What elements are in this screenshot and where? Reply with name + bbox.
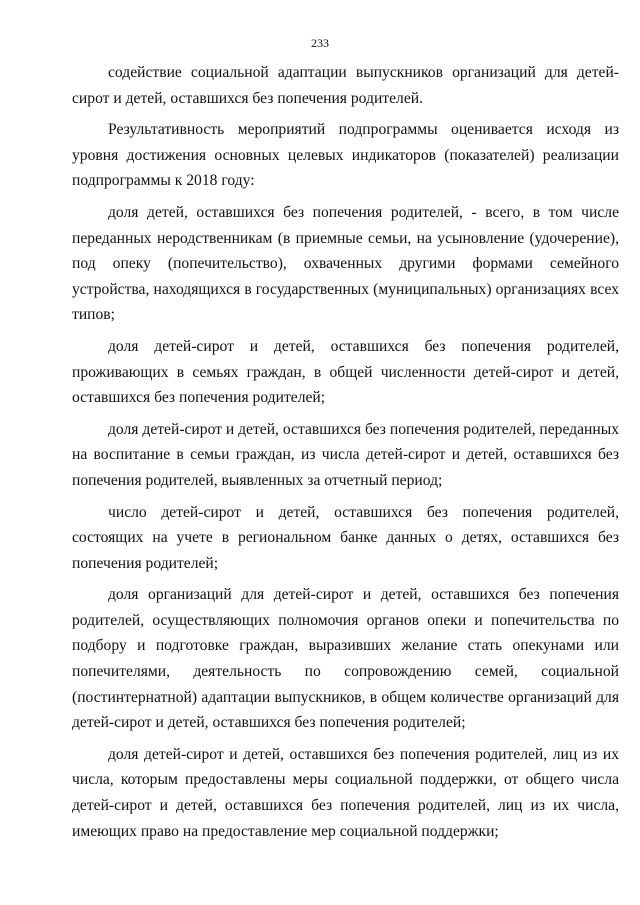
paragraph-indicator-placement: доля детей-сирот и детей, оставшихся без попечения родителей, переданных на воспитание в семьи граждан, из числа детей-сирот и детей, оставшихся без попечения родителей, выявленных за отчетный период; xyxy=(72,420,619,489)
paragraph-indicator-databank: число детей-сирот и детей, оставшихся без попечения родителей, состоящих на учете в региональном банке данных о детях, оставшихся без попечения родителей; xyxy=(72,503,619,572)
document-body xyxy=(72,60,619,850)
paragraph-adaptation-goal: содействие социальной адаптации выпускников организаций для детей-сирот и детей, оставшихся без попечения родителей. xyxy=(72,64,619,107)
paragraph-indicator-share-children: доля детей, оставшихся без попечения родителей, - всего, в том числе переданных неродственникам (в приемные семьи, на усыновление (удочерение), под опеку (попечительство), охваченных другими формами семейного устройства, находящихся в государственных (муниципальных) организациях всех типов; xyxy=(72,203,619,324)
paragraph-indicator-families: доля детей-сирот и детей, оставшихся без попечения родителей, проживающих в семьях граждан, в общей численности детей-сирот и детей, оставшихся без попечения родителей; xyxy=(72,337,619,407)
paragraph-indicator-organizations: доля организаций для детей-сирот и детей, оставшихся без попечения родителей, осуществляющих полномочия органов опеки и попечительства по подбору и подготовке граждан, выразивших желание стать опекунами или попечителями, деятельность по сопровождению семей, социальной (постинтернатной) адаптации выпускников, в общем количестве организаций для детей-сирот и детей, оставшихся без попечения родителей; xyxy=(72,586,619,732)
page-number: 233 xyxy=(311,36,329,50)
paragraph-indicator-social-support: доля детей-сирот и детей, оставшихся без попечения родителей, лиц из их числа, которым предоставлены меры социальной поддержки, от общего числа детей-сирот и детей, оставшихся без попечения родителей, лиц из их числа, имеющих право на предоставление мер социальной поддержки; xyxy=(72,745,619,840)
paragraph-effectiveness-intro: Результативность мероприятий подпрограммы оценивается исходя из уровня достижения основных целевых индикаторов (показателей) реализации подпрограммы к 2018 году: xyxy=(72,121,619,190)
